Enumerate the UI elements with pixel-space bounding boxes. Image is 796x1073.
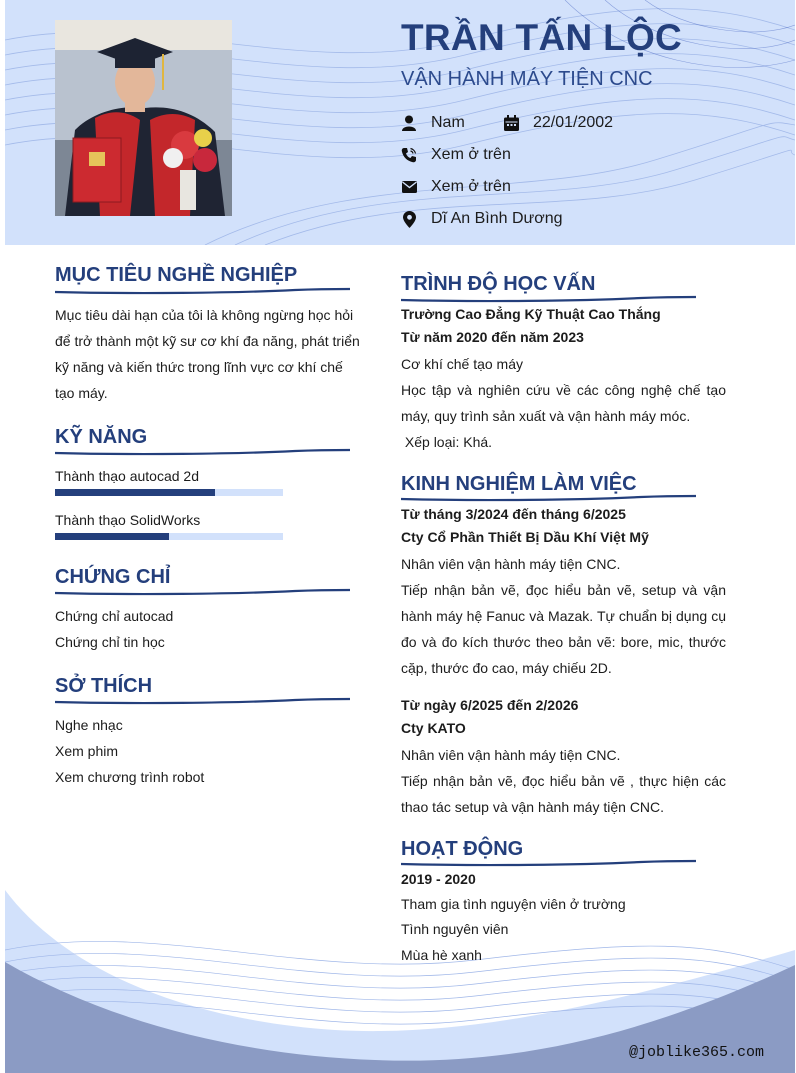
map-pin-icon bbox=[401, 210, 417, 228]
education-title-underline bbox=[401, 295, 696, 303]
objective-text: Mục tiêu dài hạn của tôi là không ngừng học hỏi để trở thành một kỹ sư cơ khí đa năng, phát triển kỹ năng và kiến thức trong lĩnh vực cơ khí chế tạo máy. bbox=[55, 307, 360, 401]
skill-label-1: Thành thạo autocad 2d bbox=[55, 468, 200, 484]
education-description: Học tập và nghiên cứu về các công nghệ chế tạo máy, quy trình sản xuất và vận hành máy móc. bbox=[401, 382, 726, 424]
skills-title: KỸ NĂNG bbox=[55, 426, 148, 448]
brand-watermark: @joblike365.com bbox=[628, 1044, 764, 1061]
objective-title-underline bbox=[55, 287, 350, 295]
email-value: Xem ở trên bbox=[431, 178, 511, 195]
email-row bbox=[401, 175, 511, 199]
candidate-role: VẬN HÀNH MÁY TIỆN CNC bbox=[401, 68, 653, 90]
skill-label-2: Thành thạo SolidWorks bbox=[55, 512, 201, 528]
birthdate-row bbox=[503, 111, 613, 135]
header bbox=[5, 0, 795, 245]
job-period: Từ tháng 3/2024 đến tháng 6/2025 bbox=[401, 506, 626, 522]
objective-title: MỤC TIÊU NGHỀ NGHIỆP bbox=[55, 264, 298, 286]
education-grade: Xếp loại: Khá. bbox=[401, 434, 493, 450]
skill-fill-2 bbox=[55, 533, 169, 540]
hobby-item: Xem phim bbox=[55, 743, 119, 759]
hobby-item: Nghe nhạc bbox=[55, 717, 123, 733]
gender-value: Nam bbox=[431, 114, 465, 131]
experience-title: KINH NGHIỆM LÀM VIỆC bbox=[401, 473, 637, 495]
activities-title: HOẠT ĐỘNG bbox=[401, 838, 524, 860]
activities-period: 2019 - 2020 bbox=[401, 871, 476, 887]
calendar-icon bbox=[503, 114, 519, 132]
skill-bar-1 bbox=[55, 489, 283, 496]
certificates-title: CHỨNG CHỈ bbox=[55, 566, 171, 588]
candidate-name: TRẦN TẤN LỘC bbox=[401, 17, 683, 58]
address-value: Dĩ An Bình Dương bbox=[431, 210, 563, 227]
job-company: Cty Cổ Phần Thiết Bị Dầu Khí Việt Mỹ bbox=[401, 529, 649, 545]
job-period: Từ ngày 6/2025 đến 2/2026 bbox=[401, 697, 579, 713]
skill-fill-1 bbox=[55, 489, 215, 496]
job-company: Cty KATO bbox=[401, 720, 466, 736]
experience-title-underline bbox=[401, 494, 696, 502]
education-major: Cơ khí chế tạo máy bbox=[401, 356, 524, 372]
phone-value: Xem ở trên bbox=[431, 146, 511, 163]
hobby-item: Xem chương trình robot bbox=[55, 769, 205, 785]
birthdate-value: 22/01/2002 bbox=[533, 114, 614, 131]
activities-title-underline bbox=[401, 859, 696, 867]
phone-icon bbox=[401, 146, 417, 164]
education-school: Trường Cao Đẳng Kỹ Thuật Cao Thắng bbox=[401, 306, 661, 322]
job-position: Nhân viên vận hành máy tiện CNC. bbox=[401, 747, 621, 763]
graduate-photo-illustration bbox=[55, 20, 232, 216]
hobbies-title-underline bbox=[55, 697, 350, 705]
skills-title-underline bbox=[55, 448, 350, 456]
envelope-icon bbox=[401, 178, 417, 196]
activity-item: Tham gia tình nguyện viên ở trường bbox=[401, 896, 626, 912]
phone-row bbox=[401, 143, 511, 167]
hobbies-title: SỞ THÍCH bbox=[55, 675, 153, 697]
gender-row bbox=[401, 111, 465, 135]
job-position: Nhân viên vận hành máy tiện CNC. bbox=[401, 556, 621, 572]
job-description: Tiếp nhận bản vẽ, đọc hiểu bản vẽ, setup và vận hành máy hệ Fanuc và Mazak. Tự chuẩn bị dụng cụ đo và đo kích thước theo bản vẽ: bore, mic, thước cặp, thước đo cao, máy chiếu 2D. bbox=[401, 582, 726, 676]
certificate-item: Chứng chỉ autocad bbox=[55, 608, 174, 624]
education-period: Từ năm 2020 đến năm 2023 bbox=[401, 329, 584, 345]
certificates-title-underline bbox=[55, 588, 350, 596]
activity-item: Mùa hè xanh bbox=[401, 947, 482, 963]
user-icon bbox=[401, 114, 417, 132]
skill-bar-2 bbox=[55, 533, 283, 540]
education-title: TRÌNH ĐỘ HỌC VẤN bbox=[401, 273, 596, 295]
profile-photo bbox=[55, 20, 232, 216]
job-description: Tiếp nhận bản vẽ, đọc hiểu bản vẽ , thực hiện các thao tác setup và vận hành máy tiện CNC. bbox=[401, 773, 726, 815]
cv-page bbox=[5, 0, 795, 1073]
address-row bbox=[401, 207, 563, 231]
activity-item: Tình nguyên viên bbox=[401, 921, 509, 937]
certificate-item: Chứng chỉ tin học bbox=[55, 634, 165, 650]
